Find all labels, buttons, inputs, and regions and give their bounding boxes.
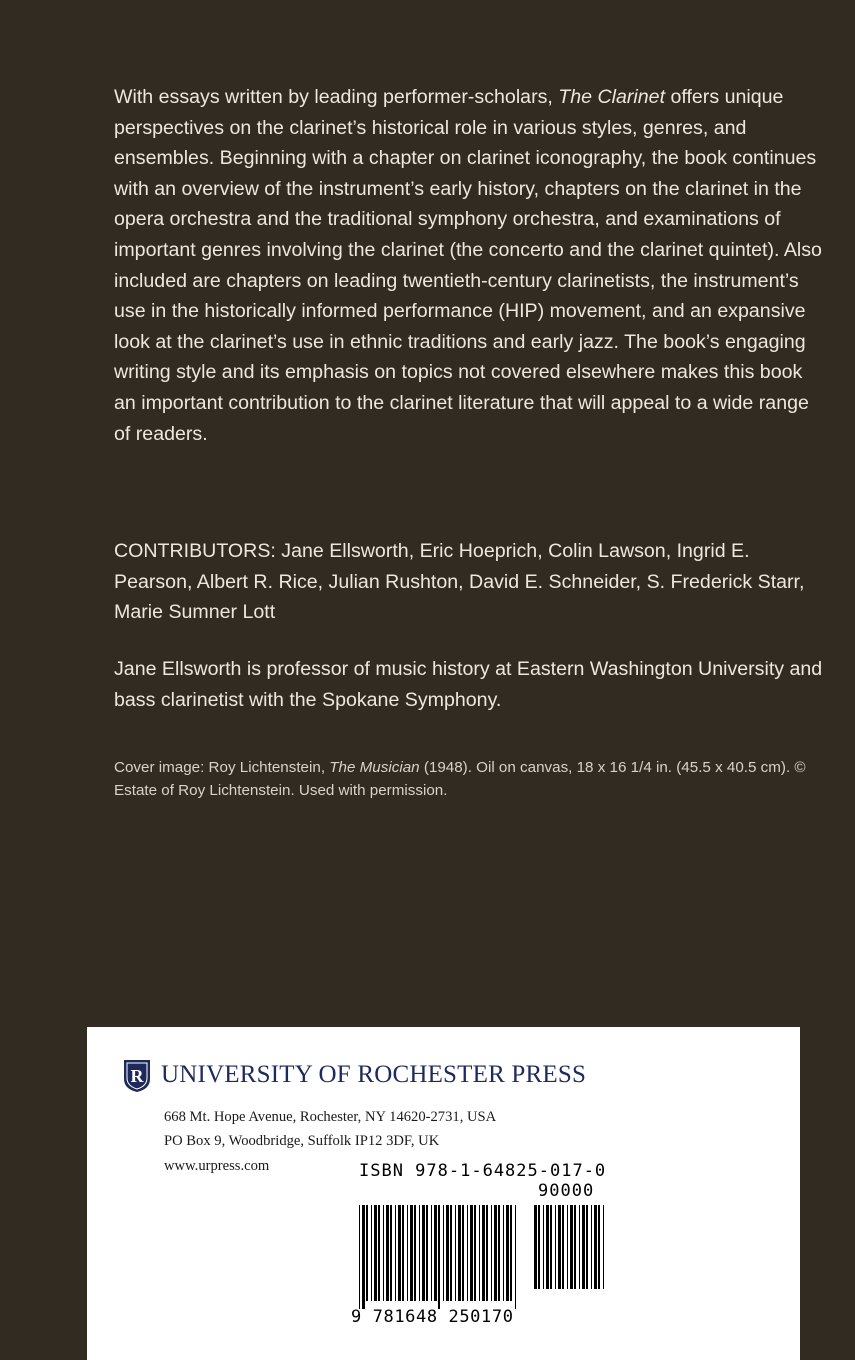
barcode-bar xyxy=(579,1205,580,1289)
barcode-bar xyxy=(479,1205,480,1301)
barcode-bar xyxy=(359,1205,360,1309)
barcode-bar xyxy=(414,1205,416,1301)
barcode-bar xyxy=(594,1205,597,1289)
price-code: 90000 xyxy=(538,1181,595,1201)
barcode-bar xyxy=(422,1205,425,1301)
address-rochester: 668 Mt. Hope Avenue, Rochester, NY 14620-2731, USA xyxy=(164,1109,497,1125)
barcode-bar xyxy=(434,1205,437,1301)
isbn-label: ISBN 978-1-64825-017-0 xyxy=(359,1161,607,1181)
barcode-bar xyxy=(407,1205,408,1301)
ean-barcode xyxy=(359,1205,519,1309)
barcode-bar xyxy=(426,1205,428,1301)
barcode-bar xyxy=(567,1205,568,1289)
barcode-bar xyxy=(458,1205,461,1301)
barcode-bar xyxy=(598,1205,600,1289)
book-title: The Clarinet xyxy=(558,86,666,108)
barcode-bar xyxy=(515,1205,516,1309)
barcode-bar xyxy=(506,1205,509,1301)
barcode-bar xyxy=(462,1205,464,1301)
book-description xyxy=(114,82,826,449)
barcode-bar xyxy=(390,1205,392,1301)
barcode-bar xyxy=(538,1205,540,1289)
publisher-name: UNIVERSITY OF ROCHESTER PRESS xyxy=(161,1061,587,1088)
barcode-bar xyxy=(574,1205,576,1289)
barcode-bar xyxy=(582,1205,585,1289)
publisher-panel xyxy=(87,1027,800,1360)
barcode-bar xyxy=(443,1205,444,1301)
rochester-shield-logo xyxy=(123,1059,151,1093)
barcode-bar xyxy=(603,1205,604,1289)
barcode-bar xyxy=(546,1205,549,1289)
cover-credit xyxy=(114,756,826,802)
barcode-bar xyxy=(482,1205,485,1301)
barcode-bar xyxy=(474,1205,476,1301)
barcode-bar xyxy=(498,1205,500,1301)
barcode-bar xyxy=(450,1205,452,1301)
barcode-bar xyxy=(591,1205,592,1289)
credit-suffix: (1948). Oil on canvas, 18 x 16 1/4 in. (45.5 x 40.5 cm). © Estate of Roy Lichtenstein. Used with permission. xyxy=(114,759,806,799)
barcode-bar xyxy=(438,1205,440,1309)
barcode-bar xyxy=(371,1205,372,1301)
publisher-website: www.urpress.com xyxy=(164,1158,270,1174)
barcode-bar xyxy=(534,1205,537,1289)
barcode-bar xyxy=(562,1205,564,1289)
barcode-bar xyxy=(362,1205,365,1309)
barcode-bar xyxy=(570,1205,573,1289)
barcode-bar xyxy=(446,1205,449,1301)
barcode-bar xyxy=(555,1205,556,1289)
barcode-bar xyxy=(486,1205,488,1301)
description-intro: With essays written by leading performer-scholars, xyxy=(114,86,559,108)
barcode-bar xyxy=(586,1205,588,1289)
barcode-bar xyxy=(402,1205,404,1301)
barcode-bar xyxy=(550,1205,552,1289)
barcode-bar xyxy=(491,1205,492,1301)
barcode-bar xyxy=(383,1205,384,1301)
credit-prefix: Cover image: Roy Lichtenstein, xyxy=(114,759,330,776)
description-body: offers unique perspectives on the clarinet’s historical role in various styles, genres, and ensembles. Beginning with a chapter on clarinet iconography, the book continues with an overview of the instrument’s early history, chapters on the clarinet in the opera orchestra and the traditional symphony orchestra, and examinations of important genres involving the clarinet (the concerto and the clarinet quintet). Also included are chapters on leading twentieth-century clarinetists, the instrument’s use in the historically informed performance (HIP) movement, and an expansive look at the clarinet’s use in ethnic traditions and early jazz. The book’s engaging writing style and its emphasis on topics not covered elsewhere makes this book an important contribution to the clarinet literature that will appeal to a wide range of readers. xyxy=(114,86,822,445)
barcode-bar xyxy=(374,1205,377,1301)
barcode-bar xyxy=(455,1205,456,1301)
logo-letter: R xyxy=(130,1066,144,1086)
barcode-bar xyxy=(470,1205,473,1301)
barcode-bar xyxy=(366,1205,368,1301)
barcode-bar xyxy=(398,1205,401,1301)
editor-bio: Jane Ellsworth is professor of music history at Eastern Washington University and bass clarinetist with the Spokane Symphony. xyxy=(114,658,823,711)
barcode-bar xyxy=(410,1205,413,1301)
barcode-bar xyxy=(558,1205,561,1289)
barcode-bar xyxy=(419,1205,420,1301)
barcode-bar xyxy=(503,1205,504,1301)
barcode-bar xyxy=(431,1205,432,1301)
barcode-bar xyxy=(494,1205,497,1301)
barcode-bar xyxy=(386,1205,389,1301)
price-addon-barcode xyxy=(534,1205,606,1289)
barcode-bar xyxy=(510,1205,512,1301)
barcode-bar xyxy=(543,1205,544,1289)
address-woodbridge: PO Box 9, Woodbridge, Suffolk IP12 3DF, UK xyxy=(164,1133,440,1149)
contributors-list: CONTRIBUTORS: Jane Ellsworth, Eric Hoeprich, Colin Lawson, Ingrid E. Pearson, Albert R. Rice, Julian Rushton, David E. Schneider, S. Frederick Starr, Marie Sumner Lott xyxy=(114,540,805,624)
barcode-bar xyxy=(467,1205,468,1301)
barcode-bar xyxy=(378,1205,380,1301)
barcode-bar xyxy=(395,1205,396,1301)
ean-digits: 9 781648 250170 xyxy=(351,1307,514,1327)
artwork-title: The Musician xyxy=(329,759,420,776)
